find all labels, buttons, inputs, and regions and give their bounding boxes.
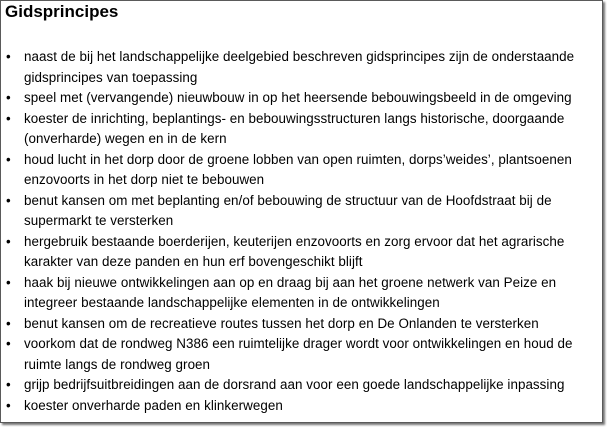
item-text-line-1: naast de bij het landschappelijke deelgebied beschreven gidsprincipes zijn de onderstaande [24, 49, 575, 64]
bullet-icon: • [6, 377, 11, 392]
item-text-line-2: karakter van deze panden en hun erf bovengeschikt blijft [24, 254, 363, 269]
bullet-icon: • [6, 49, 11, 64]
list-item [1, 375, 601, 396]
item-text-line-1: hergebruik bestaande boerderijen, keuterijen enzovoorts en zorg ervoor dat het agrarische [24, 233, 565, 249]
list-item [1, 47, 601, 88]
list-item [1, 396, 601, 417]
list-item [1, 191, 601, 232]
item-text-line-2: supermarkt te versterken [24, 213, 174, 228]
bullet-icon: • [6, 110, 11, 126]
bullet-icon: • [6, 336, 11, 351]
item-text-line-1: benut kansen om met beplanting en/of bebouwing de structuur van de Hoofdstraat bij de [24, 192, 552, 208]
item-text-line-1: benut kansen om de recreatieve routes tussen het dorp en De Onlanden te versterken [24, 315, 539, 331]
item-text-line-1: grijp bedrijfsuitbreidingen aan de dorsrand aan voor een goede landschappelijke inpassing [24, 377, 565, 392]
item-text-line-1: speel met (vervangende) nieuwbouw in op het heersende bebouwingsbeeld in de omgeving [24, 90, 572, 105]
list-item [1, 150, 601, 191]
list-item [1, 88, 601, 109]
list-item [1, 232, 601, 273]
section-title: Gidsprincipes [5, 2, 119, 21]
item-text-line-2: (onverharde) wegen en in de kern [24, 131, 227, 146]
list-item [1, 314, 601, 335]
bullet-icon: • [6, 151, 11, 167]
item-text-line-2: enzovoorts in het dorp niet te bebouwen [24, 172, 265, 187]
bullet-icon: • [6, 90, 11, 105]
bullet-icon: • [6, 274, 11, 290]
principles-list [1, 47, 601, 416]
list-item [1, 109, 601, 150]
item-text-line-2: gidsprincipes van toepassing [24, 69, 198, 85]
bullet-icon: • [6, 315, 11, 331]
list-item [1, 334, 601, 375]
item-text-line-2: ruimte langs de rondweg groen [24, 356, 211, 372]
item-text-line-1: houd lucht in het dorp door de groene lobben van open ruimten, dorps’weides’, plantsoenen [24, 151, 572, 167]
item-text-line-1: koester de inrichting, beplantings- en bebouwingsstructuren langs historische, doorgaande [24, 110, 565, 126]
bullet-icon: • [6, 397, 11, 413]
bullet-icon: • [6, 233, 11, 249]
item-text-line-2: integreer bestaande landschappelijke elementen in de ontwikkelingen [24, 295, 440, 310]
item-text-line-1: koester onverharde paden en klinkerwegen [24, 397, 283, 413]
item-text-line-1: voorkom dat de rondweg N386 een ruimtelijke drager wordt voor ontwikkelingen en houd de [24, 336, 573, 351]
list-item [1, 273, 601, 314]
item-text-line-1: haak bij nieuwe ontwikkelingen aan op en draag bij aan het groene netwerk van Peize en [24, 274, 557, 290]
bullet-icon: • [6, 192, 11, 208]
